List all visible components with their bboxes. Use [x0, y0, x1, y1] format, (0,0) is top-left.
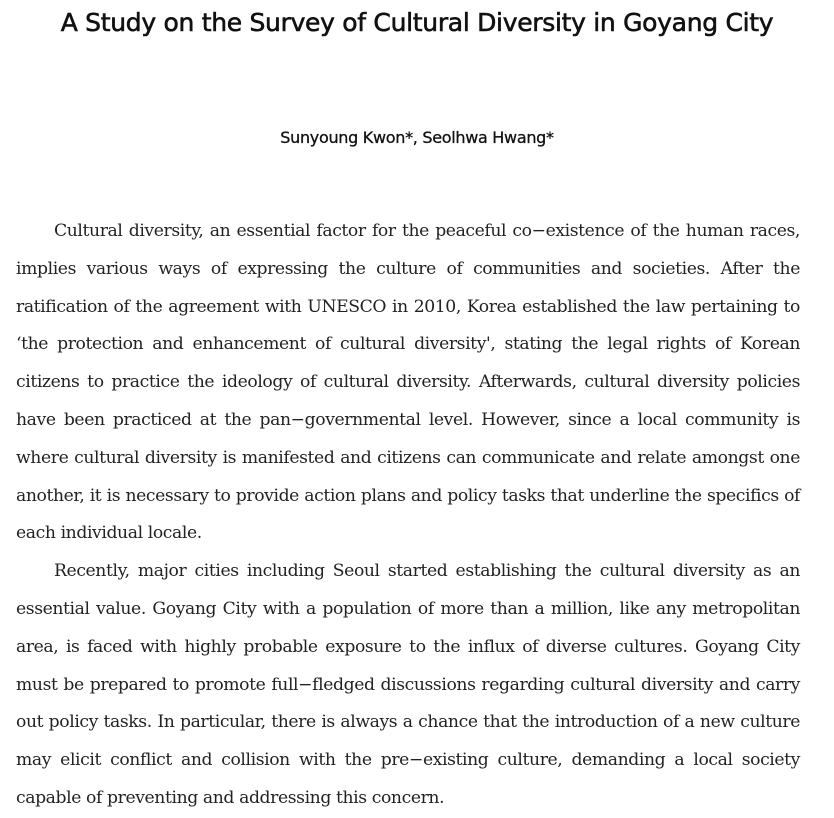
- abstract-paragraph-2: Recently, major cities including Seoul started establishing the cultural diversity as an essential value. Goyang City with a population of more than a million, like any metropolitan area, is faced with highly probable exposure to the influx of diverse cultures. Goyang City must be prepared to promote full−fledged discussions regarding cultural diversity and carry out policy tasks. In particular, there is always a chance that the introduction of a new culture may elicit conflict and collision with the pre−existing culture, demanding a local society capable of preventing and addressing this concern.: [16, 561, 800, 808]
- paper-title: A Study on the Survey of Cultural Diversity in Goyang City: [60, 8, 774, 37]
- abstract-body: [16, 213, 800, 818]
- abstract-paragraph-1: Cultural diversity, an essential factor for the peaceful co−existence of the human races, implies various ways of expressing the culture of communities and societies. After the ratification of the agreement with UNESCO in 2010, Korea established the law pertaining to ‘the protection and enhancement of cultural diversity', stating the legal rights of Korean citizens to practice the ideology of cultural diversity. Afterwards, cultural diversity policies have been practiced at the pan−governmental level. However, since a local community is where cultural diversity is manifested and citizens can communicate and relate amongst one another, it is necessary to provide action plans and policy tasks that underline the specifics of each individual locale.: [16, 221, 800, 544]
- paper-authors: Sunyoung Kwon*, Seolhwa Hwang*: [280, 128, 554, 147]
